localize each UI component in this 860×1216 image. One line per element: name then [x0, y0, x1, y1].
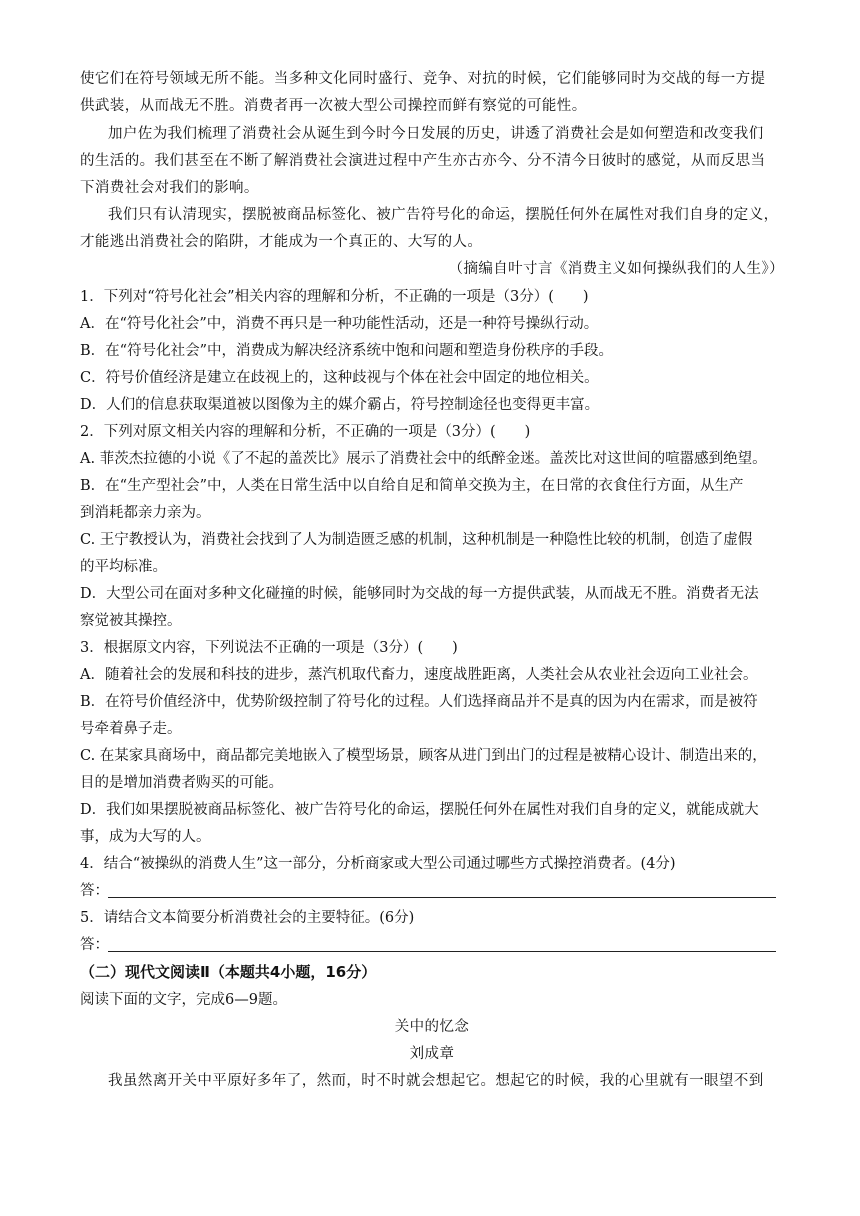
passage-line: 的生活的。我们甚至在不断了解消费社会演进过程中产生亦古亦今、分不清今日彼时的感觉，从而反思当 [80, 153, 766, 169]
q3-option-d: D．我们如果摆脱被商品标签化、被广告符号化的命运，摆脱任何外在属性对我们自身的定义，就能成就大 [80, 802, 759, 818]
q5-answer-line[interactable] [108, 951, 776, 952]
question-5: 5．请结合文本简要分析消费社会的主要特征。(6分) [80, 910, 415, 926]
q1-option-b: B．在“符号化社会”中，消费成为解决经济系统中饱和问题和塑造身份秩序的手段。 [80, 343, 613, 359]
essay-author: 刘成章 [409, 1046, 455, 1062]
q3-option-c-cont: 目的是增加消费者购买的可能。 [80, 775, 283, 791]
q3-option-b-cont: 号牵着鼻子走。 [80, 721, 182, 737]
passage-line: 加户佐为我们梳理了消费社会从诞生到今时今日发展的历史，讲透了消费社会是如何塑造和改变我们 [108, 126, 764, 142]
q2-option-a: A. 菲茨杰拉德的小说《了不起的盖茨比》展示了消费社会中的纸醉金迷。盖茨比对这世间的喧嚣感到绝望。 [80, 451, 767, 467]
essay-title: 关中的忆念 [394, 1019, 470, 1035]
passage-line: 下消费社会对我们的影响。 [80, 180, 259, 196]
section-heading: （二）现代文阅读Ⅱ（本题共4小题，16分） [80, 963, 377, 981]
q2-option-c: C. 王宁教授认为，消费社会找到了人为制造匮乏感的机制，这种机制是一种隐性比较的机制，创造了虚假 [80, 532, 753, 548]
source-citation: （摘编自叶寸言《消费主义如何操纵我们的人生》） [448, 261, 784, 277]
passage-line: 才能逃出消费社会的陷阱，才能成为一个真正的、大写的人。 [80, 234, 483, 250]
q2-option-d-cont: 察觉被其操控。 [80, 613, 182, 629]
q3-option-a: A．随着社会的发展和科技的进步，蒸汽机取代畜力，速度战胜距离，人类社会从农业社会迈向工业社会。 [80, 667, 758, 683]
question-1: 1．下列对“符号化社会”相关内容的理解和分析，不正确的一项是（3分）( ) [80, 289, 589, 305]
q2-option-b-cont: 到消耗都亲力亲为。 [80, 505, 211, 521]
question-3: 3．根据原文内容，下列说法不正确的一项是（3分）( ) [80, 640, 458, 656]
q2-option-b: B．在“生产型社会”中，人类在日常生活中以自给自足和简单交换为主，在日常的衣食住行方面，从生产 [80, 478, 744, 494]
essay-first-line: 我虽然离开关中平原好多年了，然而，时不时就会想起它。想起它的时候，我的心里就有一眼望不到 [108, 1073, 764, 1089]
question-2: 2．下列对原文相关内容的理解和分析，不正确的一项是（3分）( ) [80, 424, 531, 440]
q3-option-d-cont: 事，成为大写的人。 [80, 829, 211, 845]
q2-option-c-cont: 的平均标准。 [80, 559, 167, 575]
section-instruction: 阅读下面的文字，完成6—9题。 [80, 992, 287, 1008]
q5-answer-label: 答： [80, 937, 109, 953]
q1-option-d: D．人们的信息获取渠道被以图像为主的媒介霸占，符号控制途径也变得更丰富。 [80, 397, 600, 413]
q3-option-c: C. 在某家具商场中，商品都完美地嵌入了模型场景，顾客从进门到出门的过程是被精心设计、制造出来的， [80, 748, 767, 764]
q3-option-b: B．在符号价值经济中，优势阶级控制了符号化的过程。人们选择商品并不是真的因为内在需求，而是被符 [80, 694, 758, 710]
question-4: 4．结合“被操纵的消费人生”这一部分，分析商家或大型公司通过哪些方式操控消费者。(4分) [80, 856, 676, 872]
passage-line: 供武装，从而战无不胜。消费者再一次被大型公司操控而鲜有察觉的可能性。 [80, 98, 587, 114]
q4-answer-label: 答： [80, 883, 109, 899]
q4-answer-line[interactable] [108, 897, 776, 898]
q1-option-a: A．在“符号化社会”中，消费不再只是一种功能性活动，还是一种符号操纵行动。 [80, 316, 599, 332]
q2-option-d: D．大型公司在面对多种文化碰撞的时候，能够同时为交战的每一方提供武装，从而战无不胜。消费者无法 [80, 586, 759, 602]
q1-option-c: C．符号价值经济是建立在歧视上的，这种歧视与个体在社会中固定的地位相关。 [80, 370, 599, 386]
passage-line: 使它们在符号领域无所不能。当多种文化同时盛行、竞争、对抗的时候，它们能够同时为交战的每一方提 [80, 71, 766, 87]
passage-line: 我们只有认清现实，摆脱被商品标签化、被广告符号化的命运，摆脱任何外在属性对我们自身的定义， [108, 207, 779, 223]
